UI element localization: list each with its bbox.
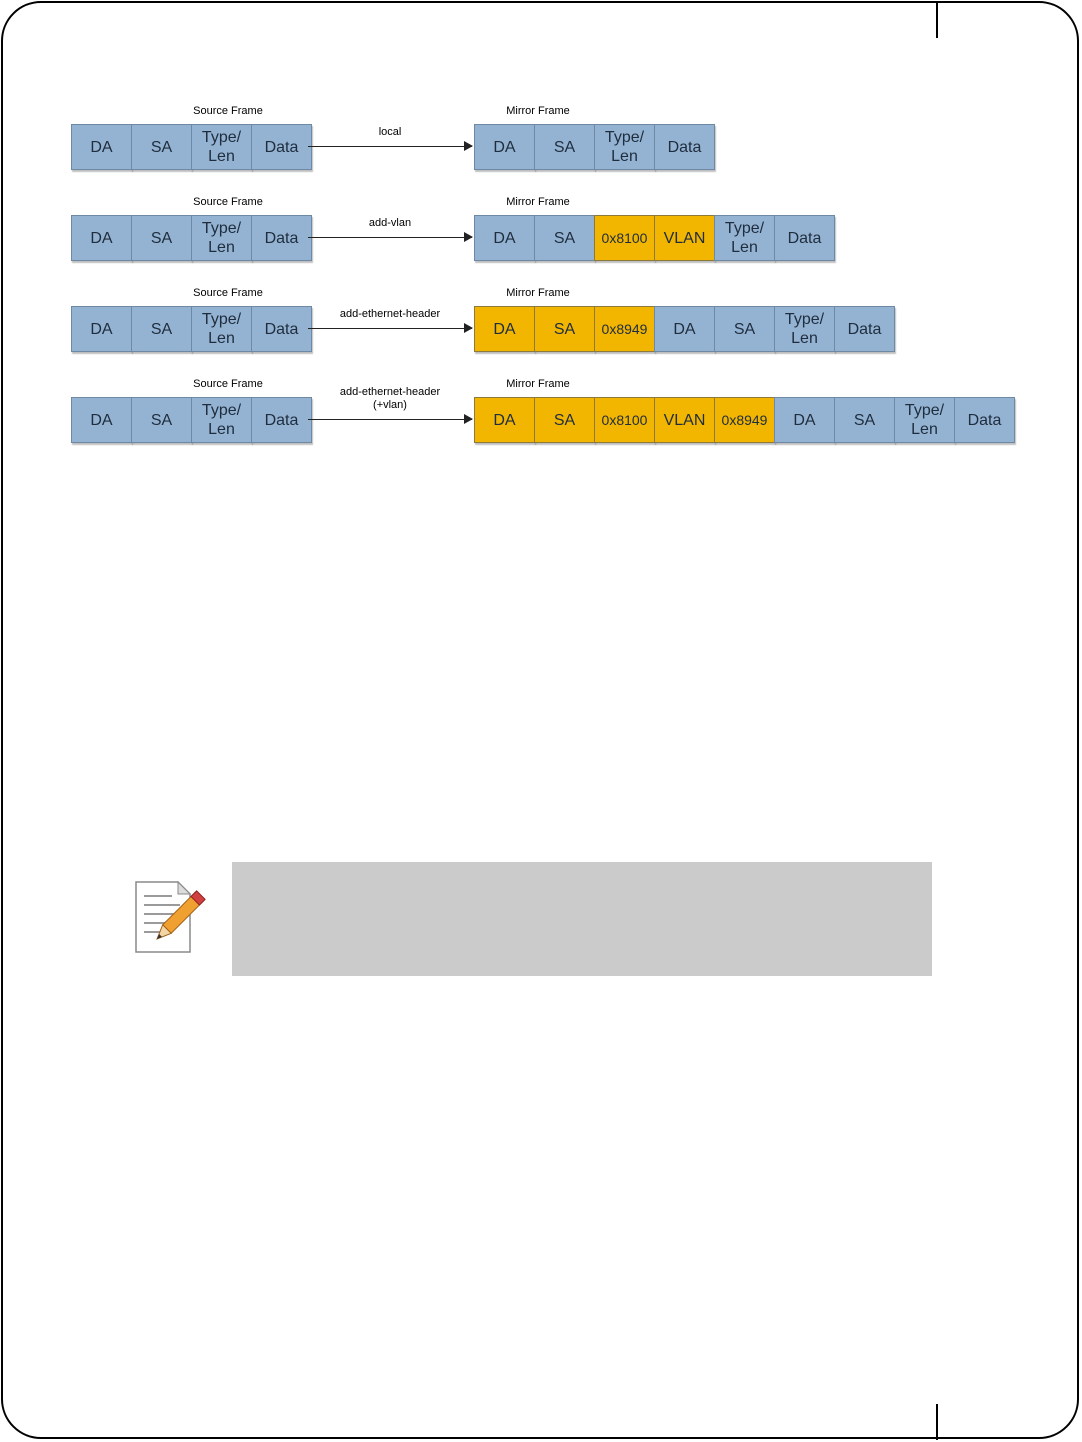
mirror-field-type-len: Type/ Len [894, 397, 955, 443]
operation-label: add-vlan [368, 217, 412, 229]
mirror-frame-label: Mirror Frame [506, 287, 570, 299]
source-frame-row [71, 215, 312, 261]
source-field-da: DA [71, 306, 132, 352]
transform-arrow [308, 237, 472, 238]
mirror-field-sa: SA [534, 124, 595, 170]
transform-arrow [308, 328, 472, 329]
source-field-da: DA [71, 124, 132, 170]
source-field-data: Data [251, 215, 312, 261]
header-divider [936, 2, 938, 38]
mirror-field-sa: SA [534, 215, 595, 261]
mirror-frame-label: Mirror Frame [506, 196, 570, 208]
operation-label: add-ethernet-header [339, 308, 441, 320]
source-field-type-len: Type/ Len [191, 397, 252, 443]
mirror-frame-row [474, 215, 835, 261]
transform-arrow [308, 419, 472, 420]
source-field-type-len: Type/ Len [191, 124, 252, 170]
mirror-frame-label: Mirror Frame [506, 105, 570, 117]
operation-label: add-ethernet-header (+vlan) [339, 386, 441, 411]
mirror-field-sa: SA [834, 397, 895, 443]
mirror-frame-row [474, 397, 1015, 443]
mirror-field-data: Data [774, 215, 835, 261]
note-box [232, 862, 932, 976]
mirror-field-sa: SA [534, 397, 595, 443]
mirror-field-da: DA [474, 124, 535, 170]
source-field-da: DA [71, 215, 132, 261]
mirror-field-da: DA [774, 397, 835, 443]
transform-arrow [308, 146, 472, 147]
source-field-sa: SA [131, 306, 192, 352]
mirror-frame-row [474, 306, 895, 352]
mirror-field-type-len: Type/ Len [774, 306, 835, 352]
source-field-da: DA [71, 397, 132, 443]
source-field-sa: SA [131, 397, 192, 443]
source-frame-row [71, 397, 312, 443]
mirror-field-da: DA [654, 306, 715, 352]
source-frame-row [71, 124, 312, 170]
mirror-frame-row [474, 124, 715, 170]
source-field-data: Data [251, 124, 312, 170]
mirror-field-0x8100: 0x8100 [594, 397, 655, 443]
mirror-field-vlan: VLAN [654, 397, 715, 443]
note-pencil-icon [132, 876, 206, 956]
source-field-sa: SA [131, 124, 192, 170]
source-field-data: Data [251, 397, 312, 443]
source-frame-row [71, 306, 312, 352]
mirror-field-da: DA [474, 306, 535, 352]
mirror-field-sa: SA [534, 306, 595, 352]
mirror-field-vlan: VLAN [654, 215, 715, 261]
source-field-data: Data [251, 306, 312, 352]
operation-label: local [378, 126, 402, 138]
source-field-sa: SA [131, 215, 192, 261]
mirror-field-0x8949: 0x8949 [714, 397, 775, 443]
mirror-field-type-len: Type/ Len [594, 124, 655, 170]
footer-divider [936, 1404, 938, 1440]
source-field-type-len: Type/ Len [191, 306, 252, 352]
mirror-field-sa: SA [714, 306, 775, 352]
source-frame-label: Source Frame [193, 287, 263, 299]
mirror-field-data: Data [834, 306, 895, 352]
source-frame-label: Source Frame [193, 105, 263, 117]
mirror-field-0x8100: 0x8100 [594, 215, 655, 261]
mirror-field-data: Data [954, 397, 1015, 443]
mirror-field-type-len: Type/ Len [714, 215, 775, 261]
source-frame-label: Source Frame [193, 196, 263, 208]
mirror-field-da: DA [474, 397, 535, 443]
source-frame-label: Source Frame [193, 378, 263, 390]
mirror-field-da: DA [474, 215, 535, 261]
mirror-frame-label: Mirror Frame [506, 378, 570, 390]
source-field-type-len: Type/ Len [191, 215, 252, 261]
mirror-field-data: Data [654, 124, 715, 170]
mirror-field-0x8949: 0x8949 [594, 306, 655, 352]
